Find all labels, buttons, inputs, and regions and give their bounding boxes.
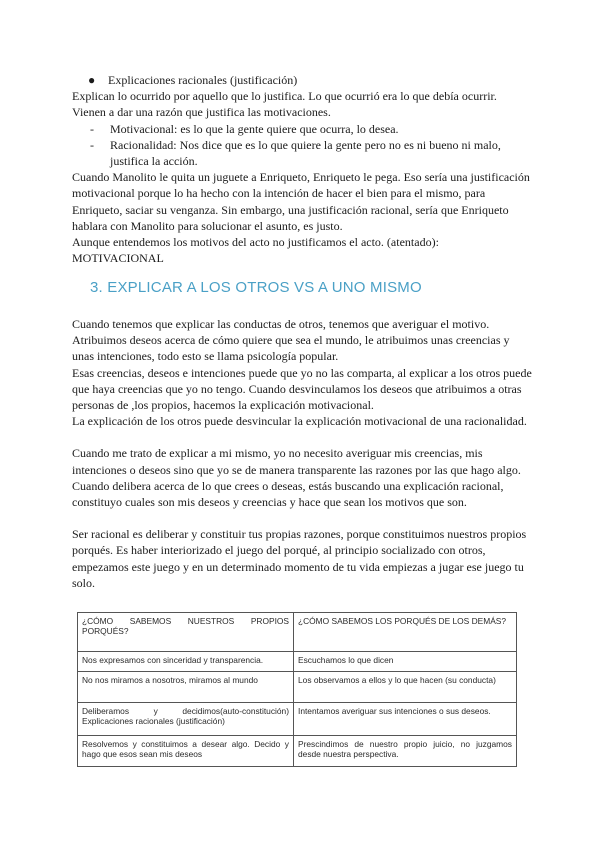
paragraph: Cuando tenemos que explicar las conductas de otros, tenemos que averiguar el motivo. Atribuimos deseos acerca de cómo quiere que sea el mundo, le atribuimos unas creencias y unas intenciones, todo esto se llama psicología popular. bbox=[72, 317, 510, 364]
table-cell: Deliberamos y decidimos(auto-constitución) Explicaciones racionales (justificación) bbox=[78, 703, 294, 736]
table-row bbox=[78, 736, 517, 767]
comparison-table bbox=[77, 612, 517, 767]
closing-paragraph: Aunque entendemos los motivos del acto no justificamos el acto. (atentado): MOTIVACIONAL bbox=[72, 235, 439, 266]
bullet-text: Explicaciones racionales (justificación) bbox=[108, 73, 298, 87]
section-heading: 3. EXPLICAR A LOS OTROS VS A UNO MISMO bbox=[90, 279, 422, 296]
table-header-cell: ¿CÓMO SABEMOS NUESTROS PROPIOS PORQUÉS? bbox=[78, 613, 294, 652]
paragraph: Cuando me trato de explicar a mi mismo, yo no necesito averiguar mis creencias, mis intenciones o deseos sino que yo se de manera transparente las razones por las que hago algo. Cuando delibera acerca de lo que crees o deseas, estás buscando una explicación racional, constituyo cuales son mis deseos y creencias y hace que sean los motivos que son. bbox=[72, 446, 521, 510]
table-cell: Prescindimos de nuestro propio juicio, no juzgamos desde nuestra perspectiva. bbox=[294, 736, 517, 767]
table-cell: Intentamos averiguar sus intenciones o sus deseos. bbox=[294, 703, 517, 736]
dash-icon: - bbox=[90, 137, 94, 152]
dash-item bbox=[72, 137, 532, 169]
table-cell: Los observamos a ellos y lo que hacen (su conducta) bbox=[294, 672, 517, 703]
intro-paragraph: Explican lo ocurrido por aquello que lo justifica. Lo que ocurrió era lo que debía ocurrir. Vienen a dar una razón que justifica las motivaciones. bbox=[72, 89, 497, 120]
section-justification bbox=[72, 72, 532, 266]
table-row bbox=[78, 652, 517, 672]
table-cell: Escuchamos lo que dicen bbox=[294, 652, 517, 672]
table-row bbox=[78, 703, 517, 736]
dash-item-text: Motivacional: es lo que la gente quiere que ocurra, lo desea. bbox=[110, 121, 399, 136]
section-body bbox=[72, 316, 532, 591]
table-cell: No nos miramos a nosotros, miramos al mundo bbox=[78, 672, 294, 703]
table-header-cell: ¿CÓMO SABEMOS LOS PORQUÉS DE LOS DEMÁS? bbox=[294, 613, 517, 652]
example-paragraph: Cuando Manolito le quita un juguete a Enriqueto, Enriqueto le pega. Eso sería una justificación motivacional porque lo ha hecho con la intención de hacer el bien para el mismo, para Enriqueto, saciar su venganza. Sin embargo, una justificación racional, sería que Enriqueto hablara con Manolito para solucionar el asunto, es justo. bbox=[72, 170, 530, 233]
bullet-dot-icon: ● bbox=[88, 73, 96, 87]
bullet-item bbox=[72, 72, 532, 88]
paragraph: Esas creencias, deseos e intenciones puede que yo no las comparta, al explicar a los otros puede que haya creencias que yo no tengo. Cuando desvinculamos los deseos que atribuimos a otras personas de ,los propios, hacemos la explicación motivacional. bbox=[72, 365, 532, 413]
paragraph: Ser racional es deliberar y constituir tus propias razones, porque constituimos nuestros propios porqués. Es haber interiorizado el juego del porqué, al principio socializado con otros, empezamos este juego y en un determinado momento de tu vida empiezas a jugar ese juego tu solo. bbox=[72, 527, 527, 590]
dash-icon: - bbox=[90, 121, 94, 136]
table-cell: Resolvemos y constituimos a desear algo. Decido y hago que esos sean mis deseos bbox=[78, 736, 294, 767]
paragraph: La explicación de los otros puede desvincular la explicación motivacional de una racionalidad. bbox=[72, 414, 527, 429]
table-header-row bbox=[78, 613, 517, 652]
dash-item bbox=[72, 121, 532, 137]
table-row bbox=[78, 672, 517, 703]
dash-item-text: Racionalidad: Nos dice que es lo que quiere la gente pero no es ni bueno ni malo, justifica la acción. bbox=[110, 137, 501, 169]
table-cell: Nos expresamos con sinceridad y transparencia. bbox=[78, 652, 294, 672]
